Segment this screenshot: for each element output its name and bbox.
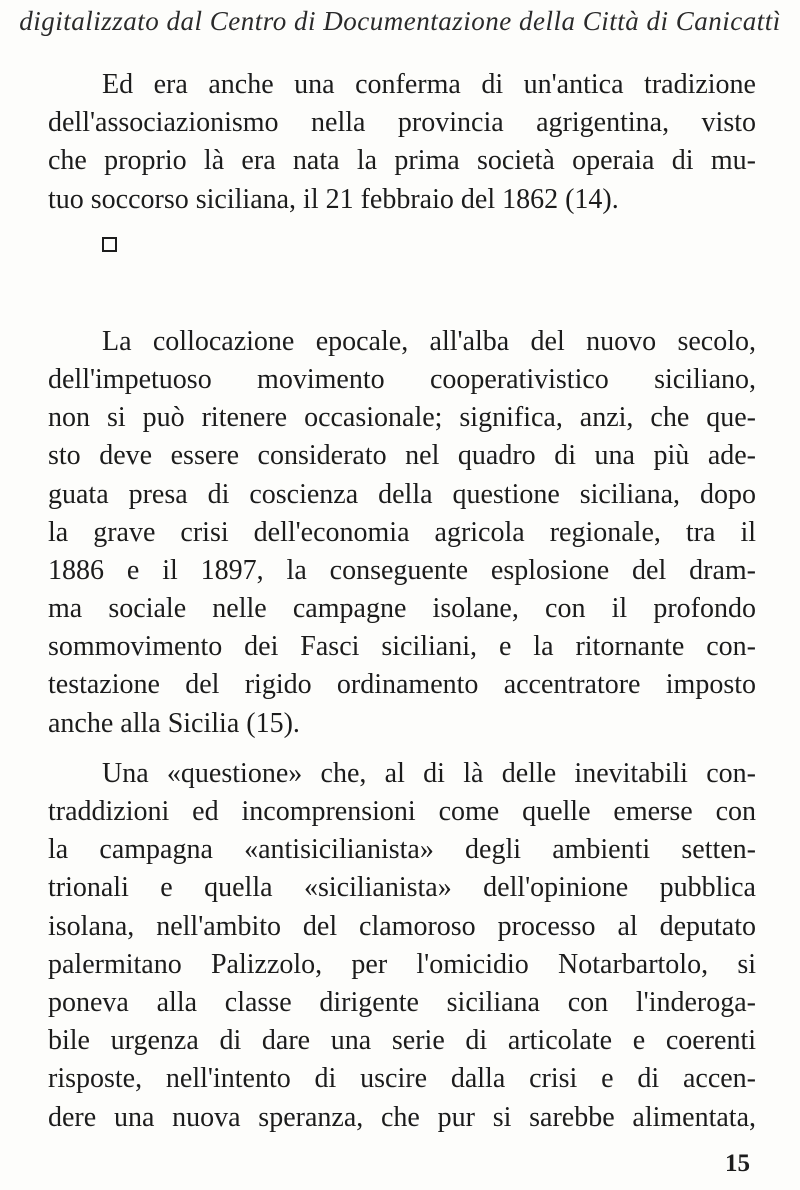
body-text — [48, 66, 756, 1137]
text-line: testazione del rigido ordinamento accentratore imposto — [48, 669, 756, 701]
text-line: dell'impetuoso movimento cooperativistico siciliano, — [48, 363, 756, 395]
text-line: non si può ritenere occasionale; significa, anzi, che que- — [48, 402, 756, 434]
text-line: che proprio là era nata la prima società operaia di mu- — [48, 145, 756, 177]
text-line: guata presa di coscienza della questione siciliana, dopo — [48, 478, 756, 510]
text-line: risposte, nell'intento di uscire dalla crisi e di accen- — [48, 1063, 756, 1095]
text-line: isolana, nell'ambito del clamoroso processo al deputato — [48, 910, 756, 942]
text-line: dell'associazionismo nella provincia agrigentina, visto — [48, 107, 756, 139]
text-line: traddizioni ed incomprensioni come quelle emerse con — [48, 796, 756, 827]
paragraph-2 — [48, 323, 756, 743]
text-line: Ed era anche una conferma di un'antica tradizione — [102, 69, 756, 100]
text-line: 1886 e il 1897, la conseguente esplosione del dram- — [48, 554, 756, 586]
text-line: trionali e quella «sicilianista» dell'opinione pubblica — [48, 872, 756, 904]
text-line: bile urgenza di dare una serie di articolate e coerenti — [48, 1025, 756, 1057]
digitization-watermark: digitalizzato dal Centro di Documentazione della Città di Canicattì — [19, 6, 781, 36]
text-line: tuo soccorso siciliana, il 21 febbraio del 1862 (14). — [48, 183, 619, 215]
separator-square-icon — [102, 237, 117, 252]
text-line: sommovimento dei Fasci siciliani, e la ritornante con- — [48, 631, 756, 663]
text-line: anche alla Sicilia (15). — [48, 707, 300, 739]
paragraph-1 — [48, 66, 756, 219]
page-number: 15 — [725, 1150, 750, 1177]
text-line: Una «questione» che, al di là delle inevitabili con- — [102, 757, 756, 789]
text-line: palermitano Palizzolo, per l'omicidio Notarbartolo, si — [48, 948, 756, 980]
text-line: La collocazione epocale, all'alba del nuovo secolo, — [102, 325, 756, 357]
paragraph-3 — [48, 755, 756, 1137]
text-line: ma sociale nelle campagne isolane, con il profondo — [48, 593, 756, 625]
text-line: la grave crisi dell'economia agricola regionale, tra il — [48, 516, 756, 548]
text-line: dere una nuova speranza, che pur si sarebbe alimentata, — [48, 1101, 756, 1133]
text-line: la campagna «antisicilianista» degli ambienti setten- — [48, 834, 756, 866]
section-separator — [48, 219, 756, 283]
text-line: poneva alla classe dirigente siciliana con l'inderoga- — [48, 986, 756, 1018]
text-line: sto deve essere considerato nel quadro di una più ade- — [48, 440, 756, 472]
